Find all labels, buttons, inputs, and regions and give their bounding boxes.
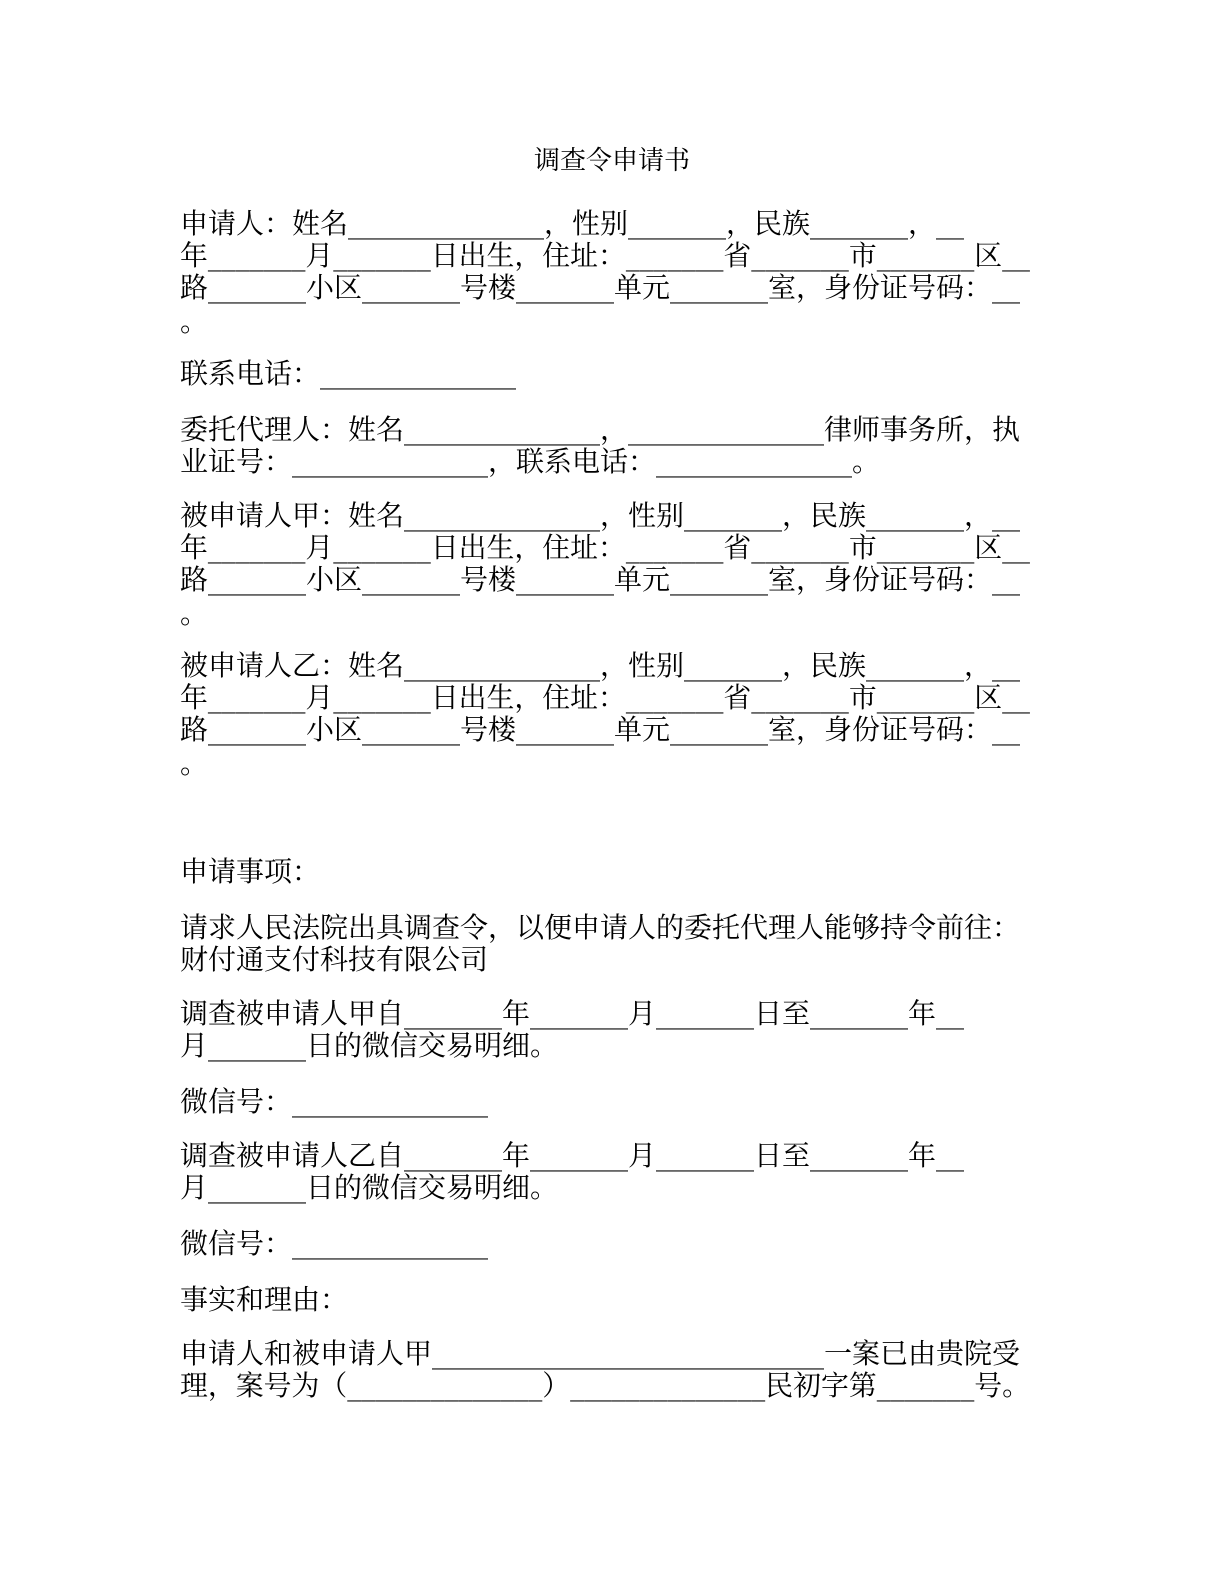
investigate-a-line-2: 月_______日的微信交易明细。 <box>180 1029 559 1062</box>
applicant-line-3: 路_______小区_______号楼_______单元_______室，身份证号码：__ <box>180 271 1021 304</box>
request-heading: 申请事项： <box>180 855 321 888</box>
facts-body-line-1: 申请人和被申请人甲____________________________一案已由贵院受 <box>180 1337 1021 1370</box>
agent-line-1: 委托代理人：姓名______________，______________律师事务所，执 <box>180 413 1021 446</box>
facts-heading: 事实和理由： <box>180 1283 349 1316</box>
respondent-a-line-2: 年_______月_______日出生，住址：_______省_______市_______区__ <box>180 531 1031 564</box>
investigate-a-line-1: 调查被申请人甲自_______年_______月_______日至_______年__ <box>180 997 965 1030</box>
investigate-b-line-1: 调查被申请人乙自_______年_______月_______日至_______年__ <box>180 1139 965 1172</box>
facts-body-line-2: 理，案号为（______________）______________民初字第_______号。 <box>180 1369 1031 1402</box>
respondent-a-line-3: 路_______小区_______号楼_______单元_______室，身份证号码：__ <box>180 563 1021 596</box>
request-body-line-1: 请求人民法院出具调查令，以便申请人的委托代理人能够持令前往： <box>180 911 1021 944</box>
wechat-a-line: 微信号：______________ <box>180 1085 489 1118</box>
applicant-line-1: 申请人：姓名______________，性别_______，民族_______，__ <box>180 207 965 240</box>
applicant-line-4: 。 <box>180 305 209 338</box>
agent-line-2: 业证号：______________，联系电话：______________。 <box>180 445 881 478</box>
respondent-b-line-2: 年_______月_______日出生，住址：_______省_______市_______区__ <box>180 681 1031 714</box>
respondent-b-line-3: 路_______小区_______号楼_______单元_______室，身份证号码：__ <box>180 713 1021 746</box>
request-body-line-2: 财付通支付科技有限公司 <box>180 943 489 976</box>
page-title: 调查令申请书 <box>533 146 690 176</box>
investigate-b-line-2: 月_______日的微信交易明细。 <box>180 1171 559 1204</box>
respondent-b-line-4: 。 <box>180 747 209 780</box>
respondent-b-line-1: 被申请人乙：姓名______________，性别_______，民族_______，__ <box>180 649 1021 682</box>
wechat-b-line: 微信号：______________ <box>180 1227 489 1260</box>
applicant-line-2: 年_______月_______日出生，住址：_______省_______市_______区__ <box>180 239 1031 272</box>
respondent-a-line-1: 被申请人甲：姓名______________，性别_______，民族_______，__ <box>180 499 1021 532</box>
contact-phone-line: 联系电话：______________ <box>180 357 517 390</box>
respondent-a-line-4: 。 <box>180 597 209 630</box>
